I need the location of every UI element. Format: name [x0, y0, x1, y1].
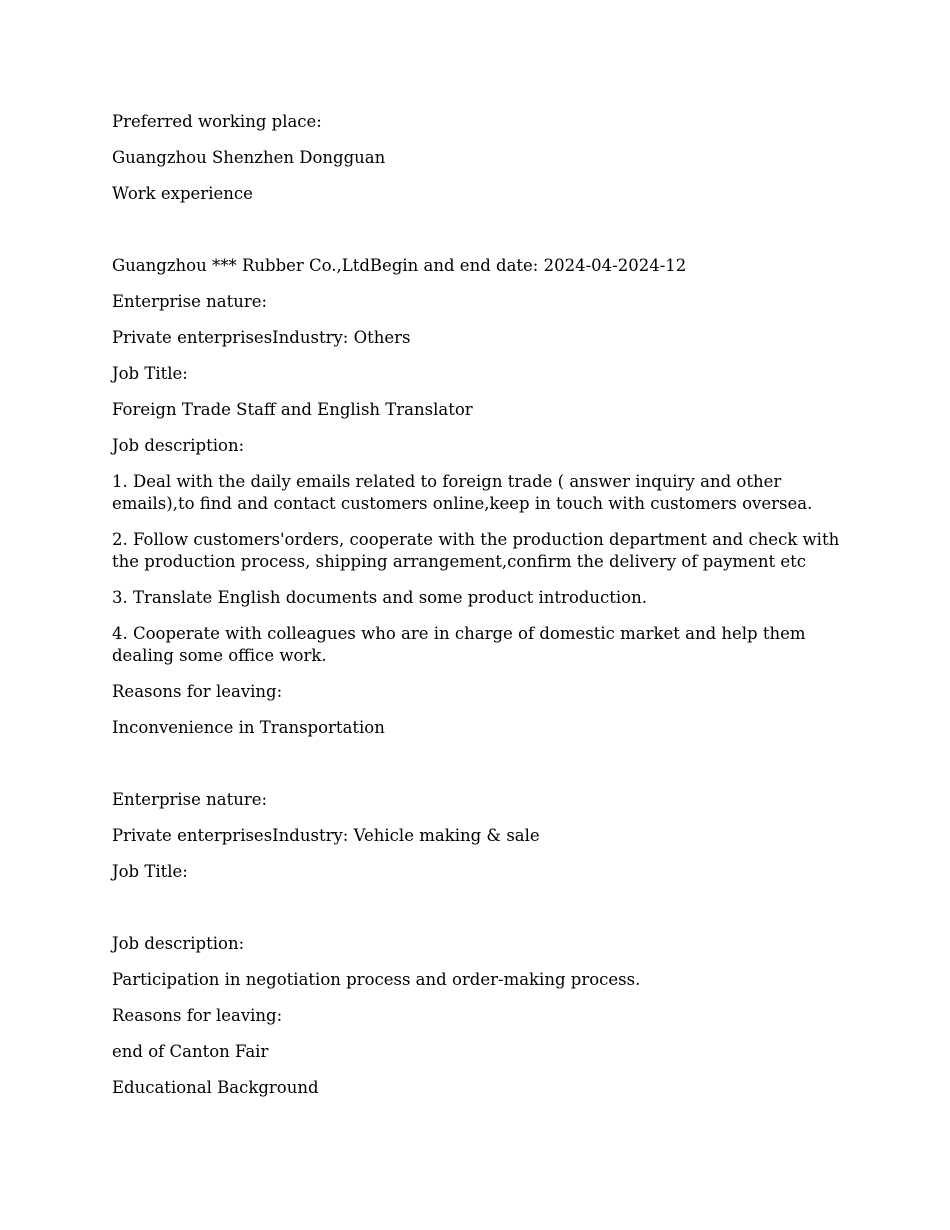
- blank-line: [112, 897, 842, 919]
- preferred-place-value: Guangzhou Shenzhen Dongguan: [112, 148, 386, 167]
- preferred-place-label: Preferred working place:: [112, 112, 322, 131]
- job-description-label: Job description:: [112, 934, 245, 953]
- reasons-leaving-label: Reasons for leaving:: [112, 682, 283, 701]
- job-duty-4: 4. Cooperate with colleagues who are in charge of domestic market and help them dealing some office work.: [112, 624, 806, 665]
- enterprise-nature-label: Enterprise nature:: [112, 292, 268, 311]
- reasons-leaving-value: Inconvenience in Transportation: [112, 718, 385, 737]
- job-description-label: Job description:: [112, 436, 245, 455]
- job-duty-1: 1. Deal with the daily emails related to foreign trade ( answer inquiry and other emails),to find and contact customers online,keep in touch with customers oversea.: [112, 472, 813, 513]
- educational-background-heading: Educational Background: [112, 1078, 319, 1097]
- document-page: [112, 111, 842, 1113]
- job-duty-2: 2. Follow customers'orders, cooperate with the production department and check with the production process, shipping arrangement,confirm the delivery of payment etc: [112, 530, 840, 571]
- blank-line: [112, 753, 842, 775]
- blank-line: [112, 219, 842, 241]
- job-duty-1: Participation in negotiation process and order-making process.: [112, 970, 641, 989]
- work-experience-heading: Work experience: [112, 184, 253, 203]
- reasons-leaving-label: Reasons for leaving:: [112, 1006, 283, 1025]
- reasons-leaving-value: end of Canton Fair: [112, 1042, 269, 1061]
- enterprise-nature-value: Private enterprisesIndustry: Others: [112, 328, 411, 347]
- job-title-label: Job Title:: [112, 862, 188, 881]
- job-duty-3: 3. Translate English documents and some product introduction.: [112, 588, 647, 607]
- enterprise-nature-label: Enterprise nature:: [112, 790, 268, 809]
- company-1-name-dates: Guangzhou *** Rubber Co.,LtdBegin and end date: 2024-04-2024-12: [112, 256, 687, 275]
- job-title-label: Job Title:: [112, 364, 188, 383]
- job-title-value: Foreign Trade Staff and English Translator: [112, 400, 473, 419]
- enterprise-nature-value: Private enterprisesIndustry: Vehicle making & sale: [112, 826, 540, 845]
